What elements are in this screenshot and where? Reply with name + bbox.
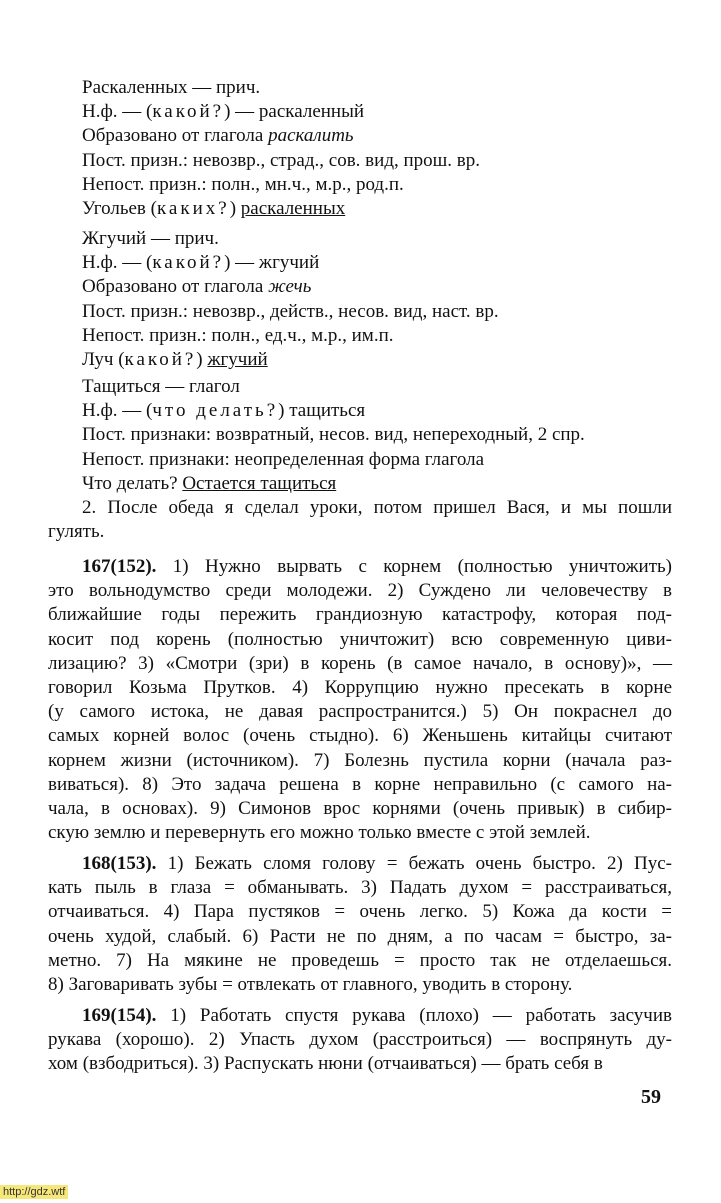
text-line bbox=[48, 973, 672, 997]
text-segment: Пост. призн.: невозвр., действ., несов. вид, наст. вр. bbox=[82, 300, 499, 322]
text-line bbox=[82, 496, 672, 520]
text-line bbox=[82, 197, 672, 221]
text-segment: отчаиваться. 4) Пара пустяков = очень легко. 5) Кожа да кости = bbox=[48, 901, 672, 923]
text-line bbox=[48, 579, 672, 603]
text-line bbox=[82, 472, 672, 496]
text-segment: Непост. признаки: неопределенная форма глагола bbox=[82, 448, 485, 470]
spaced-text: какой? bbox=[152, 101, 225, 123]
bold-text: 168(153). bbox=[82, 853, 157, 874]
text-segment: лизацию? 3) «Смотри (зри) в корень (в самое начало, в основу)», — bbox=[48, 652, 672, 674]
text-segment: Жгучий — прич. bbox=[82, 228, 219, 249]
underline-text: раскаленных bbox=[240, 198, 346, 219]
text-segment: корнем жизни (источником). 7) Болезнь пустила корни (начала раз- bbox=[48, 749, 672, 771]
text-line bbox=[82, 423, 672, 447]
text-segment: ) — раскаленный bbox=[224, 101, 365, 123]
text-line bbox=[82, 1004, 672, 1028]
text-line bbox=[48, 1028, 672, 1052]
text-segment: Образовано от глагола bbox=[82, 125, 269, 147]
text-segment: самых корней волос (очень стыдно). 6) Женьшень китайцы считают bbox=[48, 725, 672, 747]
text-segment: ) bbox=[196, 349, 208, 370]
text-line bbox=[82, 375, 672, 399]
text-line bbox=[82, 251, 672, 275]
text-segment: хом (взбодриться). 3) Распускать нюни (отчаиваться) — брать себя в bbox=[48, 1053, 603, 1075]
text-line bbox=[48, 949, 672, 973]
text-segment: Н.ф. — ( bbox=[82, 252, 153, 274]
text-segment: ) тащиться bbox=[278, 400, 366, 422]
text-line bbox=[48, 724, 672, 748]
text-line bbox=[82, 275, 672, 299]
text-line bbox=[48, 797, 672, 821]
text-segment: виваться). 8) Это задача решена в корне неправильно (с самого на- bbox=[48, 773, 672, 795]
underline-text: Остается тащиться bbox=[182, 472, 337, 494]
bold-text: 167(152). bbox=[82, 556, 157, 577]
text-line bbox=[82, 324, 672, 348]
text-segment: скую землю и перевернуть его можно только вместе с этой землей. bbox=[48, 822, 591, 844]
text-segment: Непост. призн.: полн., мн.ч., м.р., род.п. bbox=[82, 173, 404, 195]
text-segment: Пост. призн.: невозвр., страд., сов. вид, прош. вр. bbox=[82, 149, 481, 171]
text-line bbox=[82, 227, 672, 251]
text-line bbox=[48, 821, 672, 845]
text-line bbox=[82, 124, 672, 148]
text-segment: ) — жгучий bbox=[224, 252, 320, 274]
text-segment: рукава (хорошо). 2) Упасть духом (расстроиться) — воспрянуть ду- bbox=[48, 1029, 672, 1051]
text-line bbox=[82, 76, 672, 100]
text-segment: чала, в основах). 9) Симонов врос корнями (очень привык) в сибир- bbox=[48, 798, 672, 819]
text-line bbox=[82, 852, 672, 876]
text-segment: косит под корень (полностью уничтожит) всю современную циви- bbox=[48, 628, 672, 650]
text-line bbox=[48, 700, 672, 724]
text-line bbox=[48, 676, 672, 700]
italic-text: раскалить bbox=[268, 125, 354, 147]
text-segment: ближайшие годы пережить грандиозную катастрофу, которая под- bbox=[48, 604, 672, 626]
text-segment: Угольев ( bbox=[82, 198, 157, 219]
text-segment: это вольнодумство среди молодежи. 2) Суждено ли человечеству в bbox=[48, 580, 672, 602]
text-line bbox=[82, 448, 672, 472]
spaced-text: какой? bbox=[152, 252, 225, 274]
text-line bbox=[82, 173, 672, 197]
text-line bbox=[82, 348, 672, 372]
text-line bbox=[48, 628, 672, 652]
footer-link[interactable]: http://gdz.wtf bbox=[0, 1185, 68, 1199]
text-line bbox=[48, 1052, 672, 1076]
text-segment: (у самого истока, не давая распространится.) 5) Он покраснел до bbox=[48, 701, 672, 723]
spaced-text: что делать? bbox=[152, 400, 279, 422]
text-segment: Образовано от глагола bbox=[82, 276, 269, 298]
text-line bbox=[48, 603, 672, 627]
text-segment: 1) Бежать сломя голову = бежать очень быстро. 2) Пус- bbox=[156, 853, 672, 874]
text-line bbox=[48, 900, 672, 924]
text-line bbox=[48, 925, 672, 949]
text-segment: Н.ф. — ( bbox=[82, 101, 153, 123]
text-line bbox=[48, 773, 672, 797]
text-line bbox=[82, 399, 672, 423]
bold-text: 169(154). bbox=[82, 1005, 157, 1026]
underline-text: жгучий bbox=[207, 349, 268, 370]
text-line bbox=[82, 300, 672, 324]
text-segment: очень худой, слабый. 6) Расти не по дням, а по часам = быстро, за- bbox=[48, 925, 672, 947]
text-line bbox=[48, 749, 672, 773]
text-segment: 2. После обеда я сделал уроки, потом пришел Вася, и мы пошли bbox=[82, 497, 672, 518]
text-segment: Что делать? bbox=[82, 472, 183, 494]
text-segment: Тащиться — глагол bbox=[82, 376, 240, 397]
text-line bbox=[82, 555, 672, 579]
text-segment: Луч ( bbox=[82, 349, 125, 370]
text-segment: 1) Нужно вырвать с корнем (полностью уничтожить) bbox=[156, 556, 672, 577]
text-segment: говорил Козьма Прутков. 4) Коррупцию нужно пресекать в корне bbox=[48, 677, 672, 698]
italic-text: жечь bbox=[268, 276, 312, 298]
text-segment: метно. 7) На мякине не проведешь = просто так не отделаешься. bbox=[48, 949, 672, 971]
text-segment: 1) Работать спустя рукава (плохо) — работать засучив bbox=[156, 1005, 672, 1026]
text-segment: Н.ф. — ( bbox=[82, 400, 153, 422]
text-line bbox=[82, 100, 672, 124]
page-number: 59 bbox=[641, 1086, 661, 1108]
text-line bbox=[82, 149, 672, 173]
text-line bbox=[48, 652, 672, 676]
text-segment: Пост. признаки: возвратный, несов. вид, непереходный, 2 спр. bbox=[82, 424, 585, 446]
text-segment: гулять. bbox=[48, 521, 105, 543]
text-segment: кать пыль в глаза = обманывать. 3) Падать духом = расстраиваться, bbox=[48, 877, 672, 899]
text-line bbox=[48, 876, 672, 900]
spaced-text: какой? bbox=[124, 349, 197, 370]
text-segment: 8) Заговаривать зубы = отвлекать от главного, уводить в сторону. bbox=[48, 974, 573, 995]
text-segment: Непост. призн.: полн., ед.ч., м.р., им.п. bbox=[82, 324, 394, 346]
spaced-text: каких? bbox=[156, 198, 230, 219]
text-segment: ) bbox=[229, 198, 241, 219]
text-segment: Раскаленных — прич. bbox=[82, 77, 261, 98]
text-line bbox=[48, 520, 672, 544]
